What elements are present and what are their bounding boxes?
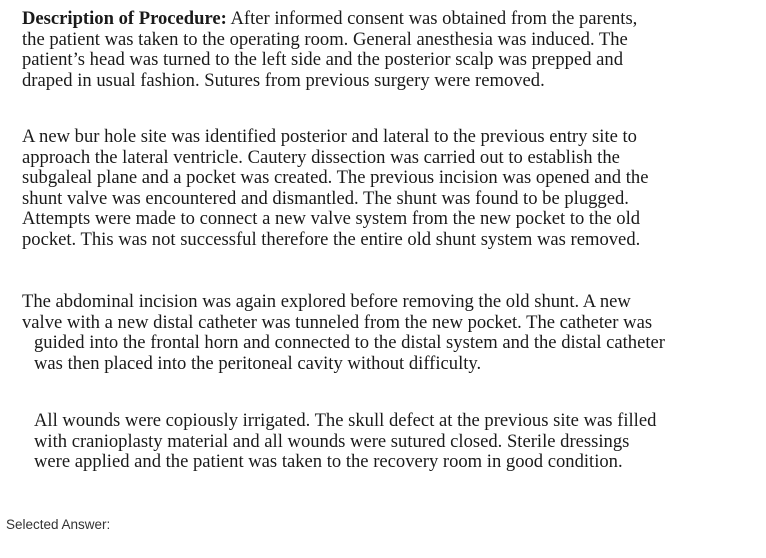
heading-line-text: After informed consent was obtained from the parents, — [226, 8, 638, 29]
paragraph-line: the patient was taken to the operating room. General anesthesia was induced. The — [22, 28, 628, 50]
paragraph-line: A new bur hole site was identified posterior and lateral to the previous entry site to — [22, 126, 637, 147]
paragraph-line: patient’s head was turned to the left side and the posterior scalp was prepped and — [22, 49, 624, 71]
procedure-heading: Description of Procedure: — [22, 8, 227, 29]
paragraph-line: approach the lateral ventricle. Cautery dissection was carried out to establish the — [22, 146, 620, 168]
paragraph-line: draped in usual fashion. Sutures from previous surgery were removed. — [22, 69, 545, 91]
paragraph-line: All wounds were copiously irrigated. The skull defect at the previous site was filled — [34, 410, 657, 431]
procedure-paragraph-2 — [22, 127, 648, 251]
paragraph-line: Attempts were made to connect a new valve system from the new pocket to the old — [22, 208, 641, 230]
paragraph-line: guided into the frontal horn and connected to the distal system and the distal catheter — [34, 332, 665, 354]
paragraph-line: were applied and the patient was taken to the recovery room in good condition. — [34, 451, 623, 473]
procedure-paragraph-4 — [34, 411, 656, 473]
procedure-paragraph-3 — [22, 292, 665, 374]
paragraph-line — [22, 9, 637, 30]
paragraph-line: pocket. This was not successful therefore the entire old shunt system was removed. — [22, 228, 641, 250]
paragraph-line: subgaleal plane and a pocket was created. The previous incision was opened and the — [22, 167, 649, 189]
paragraph-line: shunt valve was encountered and dismantled. The shunt was found to be plugged. — [22, 187, 629, 209]
procedure-paragraph-1 — [22, 9, 637, 91]
paragraph-line: The abdominal incision was again explored before removing the old shunt. A new — [22, 291, 631, 312]
paragraph-line: with cranioplasty material and all wounds were sutured closed. Sterile dressings — [34, 430, 630, 452]
paragraph-line: was then placed into the peritoneal cavity without difficulty. — [34, 352, 482, 374]
selected-answer-label: Selected Answer: — [6, 517, 111, 532]
paragraph-line: valve with a new distal catheter was tunneled from the new pocket. The catheter was — [22, 311, 653, 333]
